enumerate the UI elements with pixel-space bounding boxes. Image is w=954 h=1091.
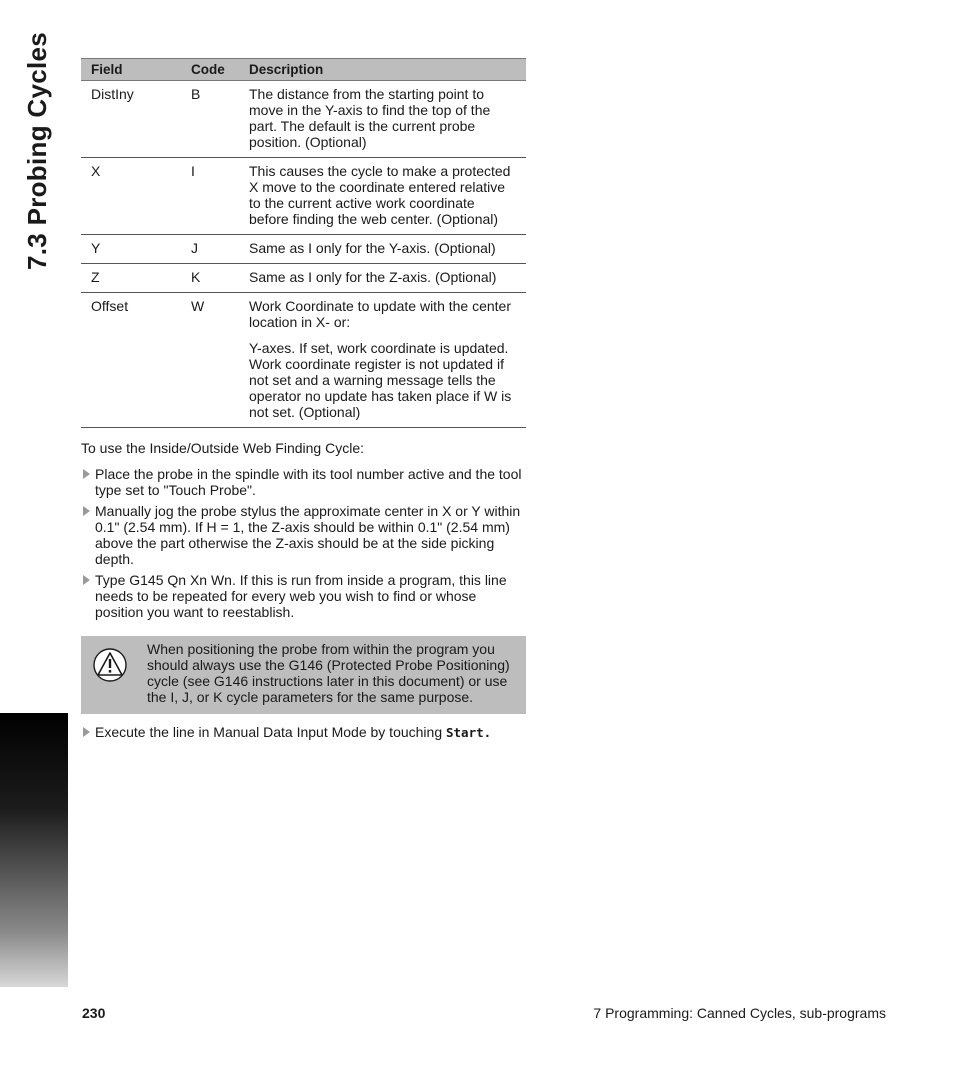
bullet-arrow-icon bbox=[83, 727, 90, 737]
main-content bbox=[81, 58, 526, 746]
step-text: Execute the line in Manual Data Input Mode by touching bbox=[95, 724, 446, 740]
cell-field: X bbox=[81, 158, 191, 235]
list-item bbox=[81, 572, 526, 620]
cell-description bbox=[249, 158, 526, 235]
cell-description bbox=[249, 235, 526, 264]
side-section-title: 7.3 Probing Cycles bbox=[22, 31, 52, 270]
cell-code: W bbox=[191, 293, 249, 428]
bullet-arrow-icon bbox=[83, 469, 90, 479]
start-key-label: Start. bbox=[446, 725, 492, 740]
list-item bbox=[81, 503, 526, 567]
parameter-table bbox=[81, 58, 526, 428]
step-text: Manually jog the probe stylus the approximate center in X or Y within 0.1" (2.54 mm). If H = 1, the Z-axis should be within 0.1" (2.54 mm) above the part otherwise the Z-axis should be at the side picking depth. bbox=[95, 503, 521, 567]
header-code: Code bbox=[191, 59, 249, 81]
step-text: Place the probe in the spindle with its tool number active and the tool type set to "Touch Probe". bbox=[95, 466, 522, 498]
procedure-steps bbox=[81, 466, 526, 620]
step-text: Type G145 Qn Xn Wn. If this is run from inside a program, this line needs to be repeated for every web you wish to find or whose position you want to reestablish. bbox=[95, 572, 507, 620]
description-text: This causes the cycle to make a protected X move to the coordinate entered relative to the current active work coordinate before finding the web center. (Optional) bbox=[249, 163, 511, 227]
cell-field: Z bbox=[81, 264, 191, 293]
description-text: Same as I only for the Y-axis. (Optional) bbox=[249, 240, 496, 256]
description-text: Work Coordinate to update with the center location in X- or: bbox=[249, 298, 512, 330]
table-row bbox=[81, 293, 526, 428]
cell-code: J bbox=[191, 235, 249, 264]
bullet-arrow-icon bbox=[83, 506, 90, 516]
cell-code: B bbox=[191, 81, 249, 158]
warning-text: When positioning the probe from within the program you should always use the G146 (Protected Probe Positioning) cycle (see G146 instructions later in this document) or use the I, J, or K cycle parameters for the same purpose. bbox=[147, 641, 510, 705]
warning-icon bbox=[93, 648, 127, 682]
cell-description bbox=[249, 81, 526, 158]
table-row bbox=[81, 235, 526, 264]
cell-code: I bbox=[191, 158, 249, 235]
header-field: Field bbox=[81, 59, 191, 81]
header-description: Description bbox=[249, 59, 526, 81]
description-text: Y-axes. If set, work coordinate is updated. Work coordinate register is not updated if not set and a warning message tells the operator no update has taken place if W is not set. (Optional) bbox=[249, 340, 512, 420]
table-row bbox=[81, 158, 526, 235]
description-text: Same as I only for the Z-axis. (Optional) bbox=[249, 269, 497, 285]
cell-description bbox=[249, 264, 526, 293]
table-row bbox=[81, 264, 526, 293]
list-item bbox=[81, 466, 526, 498]
table-row bbox=[81, 81, 526, 158]
cell-field: Offset bbox=[81, 293, 191, 428]
table-header-row bbox=[81, 59, 526, 81]
side-gradient-bar bbox=[0, 713, 68, 987]
chapter-title: 7 Programming: Canned Cycles, sub-programs bbox=[593, 1005, 886, 1021]
final-step bbox=[81, 724, 526, 741]
procedure-intro: To use the Inside/Outside Web Finding Cycle: bbox=[81, 440, 365, 456]
bullet-arrow-icon bbox=[83, 575, 90, 585]
cell-description bbox=[249, 293, 526, 428]
cell-code: K bbox=[191, 264, 249, 293]
cell-field: DistIny bbox=[81, 81, 191, 158]
cell-field: Y bbox=[81, 235, 191, 264]
page-number: 230 bbox=[82, 1005, 106, 1021]
warning-box bbox=[81, 636, 526, 714]
description-text: The distance from the starting point to move in the Y-axis to find the top of the part. The default is the current probe position. (Optional) bbox=[249, 86, 491, 150]
list-item bbox=[81, 724, 526, 741]
